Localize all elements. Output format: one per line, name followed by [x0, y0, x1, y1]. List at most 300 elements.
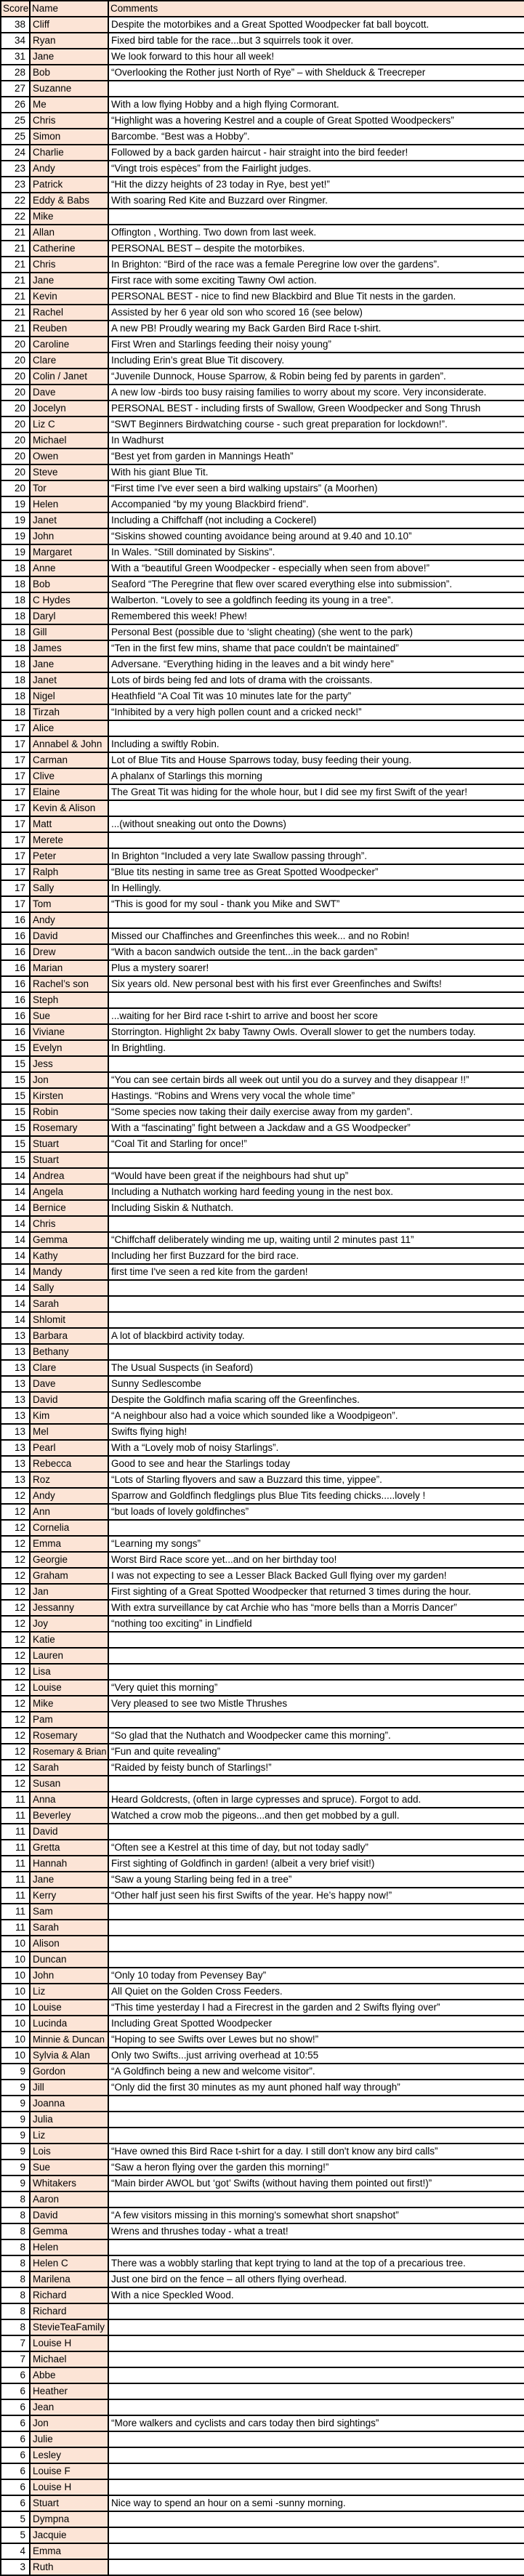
name-cell[interactable]: Rosemary [30, 1120, 108, 1136]
name-cell[interactable]: Lisa [30, 1664, 108, 1680]
name-cell[interactable]: Tom [30, 896, 108, 912]
comment-cell[interactable]: “Often see a Kestrel at this time of day, but not today sadly” [108, 1840, 524, 1856]
comment-cell[interactable]: Accompanied “by my young Blackbird friend”. [108, 496, 524, 512]
name-cell[interactable]: Robin [30, 1104, 108, 1120]
score-cell[interactable]: 7 [1, 2335, 30, 2351]
name-cell[interactable]: Gemma [30, 1232, 108, 1248]
name-cell[interactable]: Liz [30, 1984, 108, 2000]
comment-cell[interactable]: Remembered this week! Phew! [108, 608, 524, 624]
score-cell[interactable]: 14 [1, 1296, 30, 1312]
comment-cell[interactable] [108, 2367, 524, 2383]
comment-cell[interactable] [108, 1344, 524, 1360]
comment-cell[interactable] [108, 2527, 524, 2543]
name-cell[interactable]: Jacquie [30, 2527, 108, 2543]
name-cell[interactable]: Ryan [30, 33, 108, 49]
comment-cell[interactable]: In Hellingly. [108, 880, 524, 896]
comment-cell[interactable]: Watched a crow mob the pigeons...and then get mobbed by a gull. [108, 1808, 524, 1824]
score-cell[interactable]: 13 [1, 1344, 30, 1360]
name-cell[interactable]: Sam [30, 1904, 108, 1920]
comment-cell[interactable]: The Great Tit was hiding for the whole hour, but I did see my first Swift of the year! [108, 784, 524, 800]
score-cell[interactable]: 20 [1, 385, 30, 401]
name-cell[interactable]: Matt [30, 816, 108, 832]
name-cell[interactable]: Sally [30, 880, 108, 896]
name-cell[interactable]: Andy [30, 1488, 108, 1504]
comment-cell[interactable]: Including a Nuthatch working hard feeding young in the nest box. [108, 1184, 524, 1200]
comment-cell[interactable]: In Brightling. [108, 1040, 524, 1056]
score-cell[interactable]: 34 [1, 33, 30, 49]
score-cell[interactable]: 11 [1, 1856, 30, 1872]
comment-cell[interactable]: Six years old. New personal best with his first ever Greenfinches and Swifts! [108, 976, 524, 992]
score-cell[interactable]: 9 [1, 2112, 30, 2128]
name-cell[interactable]: Colin / Janet [30, 369, 108, 385]
comment-cell[interactable]: “Lots of Starling flyovers and saw a Buzzard this time, yippee”. [108, 1472, 524, 1488]
comment-cell[interactable] [108, 81, 524, 97]
comment-cell[interactable]: Storrington. Highlight 2x baby Tawny Owls. Overall slower to get the numbers today. [108, 1024, 524, 1040]
name-cell[interactable]: Andy [30, 161, 108, 177]
comment-cell[interactable]: Lots of birds being fed and lots of drama with the croissants. [108, 672, 524, 688]
comment-cell[interactable] [108, 832, 524, 848]
score-cell[interactable]: 7 [1, 2351, 30, 2367]
score-cell[interactable]: 10 [1, 2000, 30, 2016]
name-cell[interactable]: Abbe [30, 2367, 108, 2383]
score-cell[interactable]: 18 [1, 656, 30, 672]
comment-cell[interactable]: Good to see and hear the Starlings today [108, 1456, 524, 1472]
comment-cell[interactable] [108, 2511, 524, 2527]
name-cell[interactable]: Jane [30, 656, 108, 672]
score-cell[interactable]: 13 [1, 1440, 30, 1456]
score-cell[interactable]: 16 [1, 944, 30, 960]
name-cell[interactable]: Michael [30, 432, 108, 448]
name-cell[interactable]: Reuben [30, 321, 108, 337]
name-cell[interactable]: Jean [30, 2399, 108, 2415]
comment-cell[interactable]: “Hoping to see Swifts over Lewes but no show!” [108, 2032, 524, 2048]
name-cell[interactable]: Annabel & John [30, 736, 108, 752]
score-cell[interactable]: 12 [1, 1712, 30, 1728]
score-cell[interactable]: 21 [1, 321, 30, 337]
comment-cell[interactable]: “Juvenile Dunnock, House Sparrow, & Robin being fed by parents in garden”. [108, 369, 524, 385]
name-cell[interactable]: Margaret [30, 544, 108, 560]
comment-cell[interactable]: With a low flying Hobby and a high flying Cormorant. [108, 97, 524, 113]
comment-cell[interactable]: “Raided by feisty bunch of Starlings!” [108, 1760, 524, 1776]
comment-cell[interactable]: “but loads of lovely goldfinches” [108, 1504, 524, 1520]
name-cell[interactable]: Whitakers [30, 2175, 108, 2191]
name-cell[interactable]: Emma [30, 2543, 108, 2559]
score-cell[interactable]: 18 [1, 608, 30, 624]
score-cell[interactable]: 14 [1, 1184, 30, 1200]
name-cell[interactable]: Jon [30, 1072, 108, 1088]
name-cell[interactable]: John [30, 528, 108, 544]
comment-cell[interactable]: “Learning my songs” [108, 1536, 524, 1552]
score-cell[interactable]: 12 [1, 1600, 30, 1616]
score-cell[interactable]: 18 [1, 704, 30, 720]
score-cell[interactable]: 21 [1, 289, 30, 305]
comment-cell[interactable]: Including Great Spotted Woodpecker [108, 2016, 524, 2032]
comment-cell[interactable] [108, 800, 524, 816]
score-cell[interactable]: 14 [1, 1248, 30, 1264]
comment-cell[interactable]: Offington , Worthing. Two down from last week. [108, 225, 524, 241]
name-cell[interactable]: Chris [30, 113, 108, 129]
score-cell[interactable]: 6 [1, 2431, 30, 2447]
score-cell[interactable]: 15 [1, 1088, 30, 1104]
name-cell[interactable]: Peter [30, 848, 108, 864]
score-cell[interactable]: 16 [1, 928, 30, 944]
name-cell[interactable]: John [30, 1968, 108, 1984]
comment-cell[interactable]: “Inhibited by a very high pollen count and a cricked neck!” [108, 704, 524, 720]
score-cell[interactable]: 11 [1, 1824, 30, 1840]
name-cell[interactable]: Louise H [30, 2479, 108, 2495]
comment-cell[interactable]: “First time I've ever seen a bird walking upstairs” (a Moorhen) [108, 480, 524, 496]
score-cell[interactable]: 13 [1, 1328, 30, 1344]
score-cell[interactable]: 12 [1, 1728, 30, 1744]
name-cell[interactable]: Louise [30, 1680, 108, 1696]
score-cell[interactable]: 17 [1, 800, 30, 816]
score-cell[interactable]: 26 [1, 97, 30, 113]
comment-cell[interactable]: “SWT Beginners Birdwatching course - such great preparation for lockdown!”. [108, 416, 524, 432]
comment-cell[interactable] [108, 2543, 524, 2559]
name-cell[interactable]: Mike [30, 209, 108, 225]
score-cell[interactable]: 6 [1, 2383, 30, 2399]
name-cell[interactable]: Steve [30, 464, 108, 480]
score-cell[interactable]: 5 [1, 2511, 30, 2527]
score-cell[interactable]: 21 [1, 273, 30, 289]
score-cell[interactable]: 6 [1, 2447, 30, 2463]
comment-cell[interactable]: Hastings. “Robins and Wrens very vocal the whole time” [108, 1088, 524, 1104]
name-cell[interactable]: Helen [30, 496, 108, 512]
score-cell[interactable]: 22 [1, 209, 30, 225]
name-cell[interactable]: Helen C [30, 2255, 108, 2271]
name-cell[interactable]: Kim [30, 1408, 108, 1424]
name-cell[interactable]: Jane [30, 49, 108, 65]
name-cell[interactable]: Sue [30, 2160, 108, 2175]
name-cell[interactable]: Katie [30, 1632, 108, 1648]
score-cell[interactable]: 15 [1, 1136, 30, 1152]
score-cell[interactable]: 8 [1, 2319, 30, 2335]
name-cell[interactable]: Stuart [30, 1152, 108, 1168]
name-cell[interactable]: Clive [30, 768, 108, 784]
score-cell[interactable]: 25 [1, 129, 30, 145]
name-cell[interactable]: Dympna [30, 2511, 108, 2527]
name-cell[interactable]: Kevin [30, 289, 108, 305]
name-cell[interactable]: Lucinda [30, 2016, 108, 2032]
name-cell[interactable]: Stuart [30, 1136, 108, 1152]
score-cell[interactable]: 23 [1, 177, 30, 193]
name-cell[interactable]: Lesley [30, 2447, 108, 2463]
name-cell[interactable]: Carman [30, 752, 108, 768]
comment-cell[interactable] [108, 1632, 524, 1648]
score-cell[interactable]: 28 [1, 65, 30, 81]
comment-cell[interactable]: “Vingt trois espèces” from the Fairlight judges. [108, 161, 524, 177]
name-cell[interactable]: Ruth [30, 2559, 108, 2575]
comment-cell[interactable]: “A few visitors missing in this morning's somewhat short snapshot” [108, 2207, 524, 2223]
name-cell[interactable]: Hannah [30, 1856, 108, 1872]
name-cell[interactable]: Gill [30, 624, 108, 640]
score-cell[interactable]: 8 [1, 2223, 30, 2239]
score-cell[interactable]: 12 [1, 1664, 30, 1680]
name-cell[interactable]: Lois [30, 2144, 108, 2160]
name-cell[interactable]: Jan [30, 1584, 108, 1600]
comment-cell[interactable]: “This is good for my soul - thank you Mike and SWT” [108, 896, 524, 912]
comment-cell[interactable] [108, 1520, 524, 1536]
score-cell[interactable]: 8 [1, 2255, 30, 2271]
name-cell[interactable]: Joy [30, 1616, 108, 1632]
comment-cell[interactable]: With his giant Blue Tit. [108, 464, 524, 480]
score-cell[interactable]: 21 [1, 305, 30, 321]
score-cell[interactable]: 12 [1, 1696, 30, 1712]
name-cell[interactable]: Emma [30, 1536, 108, 1552]
comment-cell[interactable] [108, 1920, 524, 1936]
name-cell[interactable]: Pearl [30, 1440, 108, 1456]
name-cell[interactable]: Alice [30, 720, 108, 736]
comment-cell[interactable] [108, 2335, 524, 2351]
name-cell[interactable]: Caroline [30, 337, 108, 353]
score-cell[interactable]: 9 [1, 2160, 30, 2175]
score-cell[interactable]: 12 [1, 1760, 30, 1776]
score-cell[interactable]: 13 [1, 1392, 30, 1408]
comment-cell[interactable]: In Brighton: “Bird of the race was a female Peregrine low over the gardens”. [108, 257, 524, 273]
score-cell[interactable]: 19 [1, 528, 30, 544]
comment-cell[interactable]: Including Siskin & Nuthatch. [108, 1200, 524, 1216]
score-cell[interactable]: 8 [1, 2271, 30, 2287]
comment-cell[interactable] [108, 1648, 524, 1664]
comment-cell[interactable] [108, 1904, 524, 1920]
score-cell[interactable]: 24 [1, 145, 30, 161]
name-cell[interactable]: Georgie [30, 1552, 108, 1568]
name-cell[interactable]: Marilena [30, 2271, 108, 2287]
score-cell[interactable]: 9 [1, 2096, 30, 2112]
name-cell[interactable]: Louise H [30, 2335, 108, 2351]
comment-cell[interactable]: “With a bacon sandwich outside the tent...in the back garden” [108, 944, 524, 960]
name-cell[interactable]: Kerry [30, 1888, 108, 1904]
name-cell[interactable]: Sarah [30, 1760, 108, 1776]
score-cell[interactable]: 10 [1, 1952, 30, 1968]
header-name[interactable]: Name [30, 1, 108, 17]
score-cell[interactable]: 12 [1, 1744, 30, 1760]
score-cell[interactable]: 38 [1, 17, 30, 33]
score-cell[interactable]: 14 [1, 1168, 30, 1184]
comment-cell[interactable]: “More walkers and cyclists and cars today then bird sightings” [108, 2415, 524, 2431]
comment-cell[interactable] [108, 209, 524, 225]
score-cell[interactable]: 12 [1, 1504, 30, 1520]
name-cell[interactable]: Jessanny [30, 1600, 108, 1616]
name-cell[interactable]: Ann [30, 1504, 108, 1520]
comment-cell[interactable] [108, 1152, 524, 1168]
score-cell[interactable]: 4 [1, 2543, 30, 2559]
comment-cell[interactable]: “Have owned this Bird Race t-shirt for a day. I still don't know any bird calls” [108, 2144, 524, 2160]
name-cell[interactable]: Barbara [30, 1328, 108, 1344]
comment-cell[interactable]: Barcombe. “Best was a Hobby”. [108, 129, 524, 145]
comment-cell[interactable] [108, 1296, 524, 1312]
name-cell[interactable]: Patrick [30, 177, 108, 193]
score-cell[interactable]: 10 [1, 2032, 30, 2048]
comment-cell[interactable] [108, 2559, 524, 2575]
name-cell[interactable]: Tirzah [30, 704, 108, 720]
comment-cell[interactable]: “Other half just seen his first Swifts of the year. He’s happy now!” [108, 1888, 524, 1904]
score-cell[interactable]: 9 [1, 2128, 30, 2144]
score-cell[interactable]: 17 [1, 864, 30, 880]
name-cell[interactable]: Bob [30, 65, 108, 81]
comment-cell[interactable] [108, 2399, 524, 2415]
score-cell[interactable]: 19 [1, 544, 30, 560]
score-cell[interactable]: 11 [1, 1808, 30, 1824]
score-cell[interactable]: 16 [1, 992, 30, 1008]
comment-cell[interactable]: “You can see certain birds all week out until you do a survey and they disappear !!” [108, 1072, 524, 1088]
score-cell[interactable]: 16 [1, 976, 30, 992]
header-comments[interactable]: Comments [108, 1, 524, 17]
name-cell[interactable]: Marian [30, 960, 108, 976]
name-cell[interactable]: Louise F [30, 2463, 108, 2479]
name-cell[interactable]: Aaron [30, 2191, 108, 2207]
name-cell[interactable]: Louise [30, 2000, 108, 2016]
name-cell[interactable]: Gordon [30, 2064, 108, 2080]
name-cell[interactable]: Kathy [30, 1248, 108, 1264]
comment-cell[interactable]: “Would have been great if the neighbours had shut up” [108, 1168, 524, 1184]
comment-cell[interactable]: “Main birder AWOL but ‘got’ Swifts (without having them pointed out first!)” [108, 2175, 524, 2191]
comment-cell[interactable] [108, 912, 524, 928]
score-cell[interactable]: 23 [1, 161, 30, 177]
name-cell[interactable]: Shlomit [30, 1312, 108, 1328]
comment-cell[interactable] [108, 1664, 524, 1680]
comment-cell[interactable]: “Ten in the first few mins, shame that pace couldn't be maintained” [108, 640, 524, 656]
score-cell[interactable]: 19 [1, 496, 30, 512]
name-cell[interactable]: Janet [30, 512, 108, 528]
name-cell[interactable]: Graham [30, 1568, 108, 1584]
name-cell[interactable]: Catherine [30, 241, 108, 257]
score-cell[interactable]: 8 [1, 2287, 30, 2303]
comment-cell[interactable] [108, 2351, 524, 2367]
comment-cell[interactable]: ...waiting for her Bird race t-shirt to arrive and boost her score [108, 1008, 524, 1024]
comment-cell[interactable]: Despite the Goldfinch mafia scaring off the Greenfinches. [108, 1392, 524, 1408]
score-cell[interactable]: 20 [1, 464, 30, 480]
comment-cell[interactable]: Swifts flying high! [108, 1424, 524, 1440]
name-cell[interactable]: Clare [30, 353, 108, 369]
score-cell[interactable]: 13 [1, 1408, 30, 1424]
score-cell[interactable]: 10 [1, 1968, 30, 1984]
score-cell[interactable]: 10 [1, 2048, 30, 2064]
score-cell[interactable]: 14 [1, 1264, 30, 1280]
score-cell[interactable]: 9 [1, 2064, 30, 2080]
score-cell[interactable]: 12 [1, 1536, 30, 1552]
name-cell[interactable]: Michael [30, 2351, 108, 2367]
comment-cell[interactable]: Plus a mystery soarer! [108, 960, 524, 976]
score-cell[interactable]: 10 [1, 1984, 30, 2000]
name-cell[interactable]: David [30, 2207, 108, 2223]
comment-cell[interactable]: Nice way to spend an hour on a semi -sunny morning. [108, 2495, 524, 2511]
name-cell[interactable]: Tor [30, 480, 108, 496]
score-cell[interactable]: 12 [1, 1568, 30, 1584]
comment-cell[interactable]: Fixed bird table for the race...but 3 squirrels took it over. [108, 33, 524, 49]
name-cell[interactable]: Sue [30, 1008, 108, 1024]
name-cell[interactable]: Viviane [30, 1024, 108, 1040]
comment-cell[interactable]: “A neighbour also had a voice which sounded like a Woodpigeon”. [108, 1408, 524, 1424]
comment-cell[interactable]: Including her first Buzzard for the bird race. [108, 1248, 524, 1264]
score-cell[interactable]: 12 [1, 1776, 30, 1792]
name-cell[interactable]: Minnie & Duncan [30, 2032, 108, 2048]
score-cell[interactable]: 12 [1, 1632, 30, 1648]
name-cell[interactable]: Clare [30, 1360, 108, 1376]
name-cell[interactable]: Ralph [30, 864, 108, 880]
score-cell[interactable]: 17 [1, 720, 30, 736]
comment-cell[interactable]: A new low -birds too busy raising families to worry about my score. Very inconsiderate. [108, 385, 524, 401]
comment-cell[interactable]: Seaford “The Peregrine that flew over scared everything else into submission”. [108, 576, 524, 592]
score-cell[interactable]: 6 [1, 2399, 30, 2415]
score-cell[interactable]: 20 [1, 401, 30, 416]
score-cell[interactable]: 15 [1, 1152, 30, 1168]
comment-cell[interactable]: With a “Lovely mob of noisy Starlings”. [108, 1440, 524, 1456]
comment-cell[interactable]: Walberton. “Lovely to see a goldfinch feeding its young in a tree”. [108, 592, 524, 608]
comment-cell[interactable]: “A Goldfinch being a new and welcome visitor”. [108, 2064, 524, 2080]
name-cell[interactable]: Beverley [30, 1808, 108, 1824]
name-cell[interactable]: Merete [30, 832, 108, 848]
comment-cell[interactable]: First race with some exciting Tawny Owl action. [108, 273, 524, 289]
name-cell[interactable]: Jane [30, 273, 108, 289]
score-cell[interactable]: 12 [1, 1552, 30, 1568]
score-cell[interactable]: 15 [1, 1104, 30, 1120]
comment-cell[interactable]: With soaring Red Kite and Buzzard over Ringmer. [108, 193, 524, 209]
name-cell[interactable]: Jill [30, 2080, 108, 2096]
name-cell[interactable]: Helen [30, 2239, 108, 2255]
name-cell[interactable]: Evelyn [30, 1040, 108, 1056]
score-cell[interactable]: 31 [1, 49, 30, 65]
comment-cell[interactable] [108, 2112, 524, 2128]
score-cell[interactable]: 21 [1, 241, 30, 257]
name-cell[interactable]: Bethany [30, 1344, 108, 1360]
comment-cell[interactable]: “Saw a young Starling being fed in a tree” [108, 1872, 524, 1888]
score-cell[interactable]: 17 [1, 848, 30, 864]
comment-cell[interactable]: ...(without sneaking out onto the Downs) [108, 816, 524, 832]
score-cell[interactable]: 18 [1, 624, 30, 640]
score-cell[interactable]: 9 [1, 2144, 30, 2160]
comment-cell[interactable] [108, 2319, 524, 2335]
score-cell[interactable]: 11 [1, 1840, 30, 1856]
comment-cell[interactable]: Missed our Chaffinches and Greenfinches this week... and no Robin! [108, 928, 524, 944]
comment-cell[interactable]: PERSONAL BEST - including firsts of Swallow, Green Woodpecker and Song Thrush [108, 401, 524, 416]
comment-cell[interactable]: With a “beautiful Green Woodpecker - especially when seen from above!” [108, 560, 524, 576]
score-cell[interactable]: 17 [1, 784, 30, 800]
score-cell[interactable]: 16 [1, 1024, 30, 1040]
score-cell[interactable]: 16 [1, 960, 30, 976]
comment-cell[interactable]: Including a swiftly Robin. [108, 736, 524, 752]
comment-cell[interactable] [108, 1776, 524, 1792]
comment-cell[interactable]: First sighting of a Great Spotted Woodpecker that returned 3 times during the hour. [108, 1584, 524, 1600]
name-cell[interactable]: Mel [30, 1424, 108, 1440]
name-cell[interactable]: Cornelia [30, 1520, 108, 1536]
name-cell[interactable]: Janet [30, 672, 108, 688]
name-cell[interactable]: Nigel [30, 688, 108, 704]
score-cell[interactable]: 16 [1, 1008, 30, 1024]
score-cell[interactable]: 17 [1, 880, 30, 896]
name-cell[interactable]: Charlie [30, 145, 108, 161]
name-cell[interactable]: Alison [30, 1936, 108, 1952]
comment-cell[interactable]: A phalanx of Starlings this morning [108, 768, 524, 784]
comment-cell[interactable] [108, 2239, 524, 2255]
comment-cell[interactable]: Followed by a back garden haircut - hair straight into the bird feeder! [108, 145, 524, 161]
comment-cell[interactable] [108, 2447, 524, 2463]
comment-cell[interactable]: With a nice Speckled Wood. [108, 2287, 524, 2303]
comment-cell[interactable] [108, 1936, 524, 1952]
name-cell[interactable]: Daryl [30, 608, 108, 624]
comment-cell[interactable]: First Wren and Starlings feeding their noisy young” [108, 337, 524, 353]
name-cell[interactable]: Sarah [30, 1920, 108, 1936]
score-cell[interactable]: 17 [1, 736, 30, 752]
comment-cell[interactable] [108, 2191, 524, 2207]
score-cell[interactable]: 15 [1, 1056, 30, 1072]
comment-cell[interactable]: “This time yesterday I had a Firecrest in the garden and 2 Swifts flying over” [108, 2000, 524, 2016]
name-cell[interactable]: David [30, 1392, 108, 1408]
score-cell[interactable]: 10 [1, 1936, 30, 1952]
comment-cell[interactable]: “Some species now taking their daily exercise away from my garden”. [108, 1104, 524, 1120]
comment-cell[interactable] [108, 992, 524, 1008]
score-cell[interactable]: 27 [1, 81, 30, 97]
